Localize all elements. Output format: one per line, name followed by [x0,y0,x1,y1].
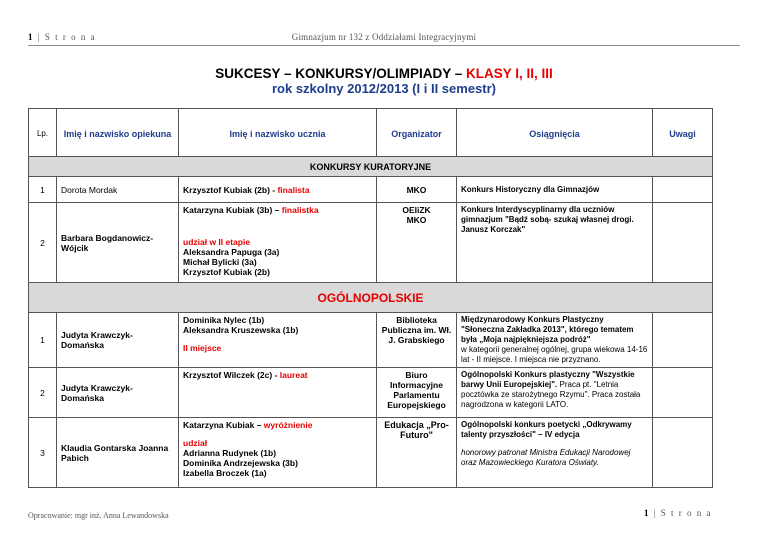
row-teacher: Dorota Mordak [57,177,179,203]
row-lp: 2 [29,203,57,283]
row-organizer: Biuro Informacyjne Parlamentu Europejskiego [377,368,457,418]
table-row [29,313,713,368]
row-achievement: Konkurs Interdyscyplinarny dla uczniów gimnazjum "Bądź sobą- szukaj własnej drogi. Janusz Korczak" [457,203,653,283]
col-notes: Uwagi [653,109,713,157]
row-notes [653,177,713,203]
col-student: Imię i nazwisko ucznia [179,109,377,157]
row-achievement: Konkurs Historyczny dla Gimnazjów [457,177,653,203]
table-row [29,368,713,418]
row-organizer: Biblioteka Publiczna im. Wł. J. Grabskiego [377,313,457,368]
row-notes [653,418,713,488]
row-teacher: Judyta Krawczyk-Domańska [57,313,179,368]
row-student: Krzysztof Kubiak (2b) - finalista [179,177,377,203]
col-organizer: Organizator [377,109,457,157]
table-row [29,203,713,283]
header-page-number: 1 | S t r o n a [28,32,97,42]
section-row-ogolnopolskie [29,283,713,313]
results-table [28,108,713,488]
row-organizer: MKO [377,177,457,203]
col-achievement: Osiągnięcia [457,109,653,157]
row-achievement: Ogólnopolski Konkurs plastyczny "Wszystkie barwy Unii Europejskiej". Praca pt. "Letnia pocztówka ze starożytnego Rzymu". Praca została nagrodzona w kategorii LATO. [457,368,653,418]
row-student: Katarzyna Kubiak (3b) – finalistka udział w II etapie Aleksandra Papuga (3a) Michał Bylicki (3a) Krzysztof Kubiak (2b) [179,203,377,283]
col-teacher: Imię i nazwisko opiekuna [57,109,179,157]
col-lp: Lp. [29,109,57,157]
table-row [29,418,713,488]
row-lp: 3 [29,418,57,488]
section-title: KONKURSY KURATORYJNE [29,157,713,177]
row-lp: 2 [29,368,57,418]
section-title: OGÓLNOPOLSKIE [29,283,713,313]
row-lp: 1 [29,177,57,203]
row-organizer: Edukacja „Pro-Futuro" [377,418,457,488]
row-achievement: Ogólnopolski konkurs poetycki „Odkrywamy talenty przyszłości" – IV edycja honorowy patronat Ministra Edukacji Narodowej oraz Mazowieckiego Kuratora Oświaty. [457,418,653,488]
footer-author: Opracowanie: mgr inż. Anna Lewandowska [28,511,169,520]
section-row-kuratoryjne [29,157,713,177]
table-header-row [29,109,713,157]
document-subtitle: rok szkolny 2012/2013 (I i II semestr) [271,81,496,96]
row-student: Dominika Nylec (1b) Aleksandra Kruszewska (1b) II miejsce [179,313,377,368]
row-student: Katarzyna Kubiak – wyróżnienie udział Adrianna Rudynek (1b) Dominika Andrzejewska (3b) Izabella Broczek (1a) [179,418,377,488]
row-notes [653,313,713,368]
row-student: Krzysztof Wilczek (2c) - laureat [179,368,377,418]
footer-page-number: 1 | S t r o n a [643,508,712,518]
row-notes [653,203,713,283]
table-row [29,177,713,203]
header-school-name: Gimnazjum nr 132 z Oddziałami Integracyjnymi [291,32,477,42]
document-title: SUKCESY – KONKURSY/OLIMPIADY – KLASY I, II, III [215,66,553,81]
row-teacher: Judyta Krawczyk-Domańska [57,368,179,418]
page-header [28,31,740,46]
row-teacher: Klaudia Gontarska Joanna Pabich [57,418,179,488]
row-lp: 1 [29,313,57,368]
row-notes [653,368,713,418]
row-organizer: OEIiZK MKO [377,203,457,283]
row-achievement: Międzynarodowy Konkurs Plastyczny "Słoneczna Zakładka 2013", którego tematem była „Moja najpiękniejsza podróż" w kategorii generalnej ogólnej, grupa wiekowa 14-16 lat - II miejsce. I miejsca nie przyznano. [457,313,653,368]
row-teacher: Barbara Bogdanowicz-Wójcik [57,203,179,283]
